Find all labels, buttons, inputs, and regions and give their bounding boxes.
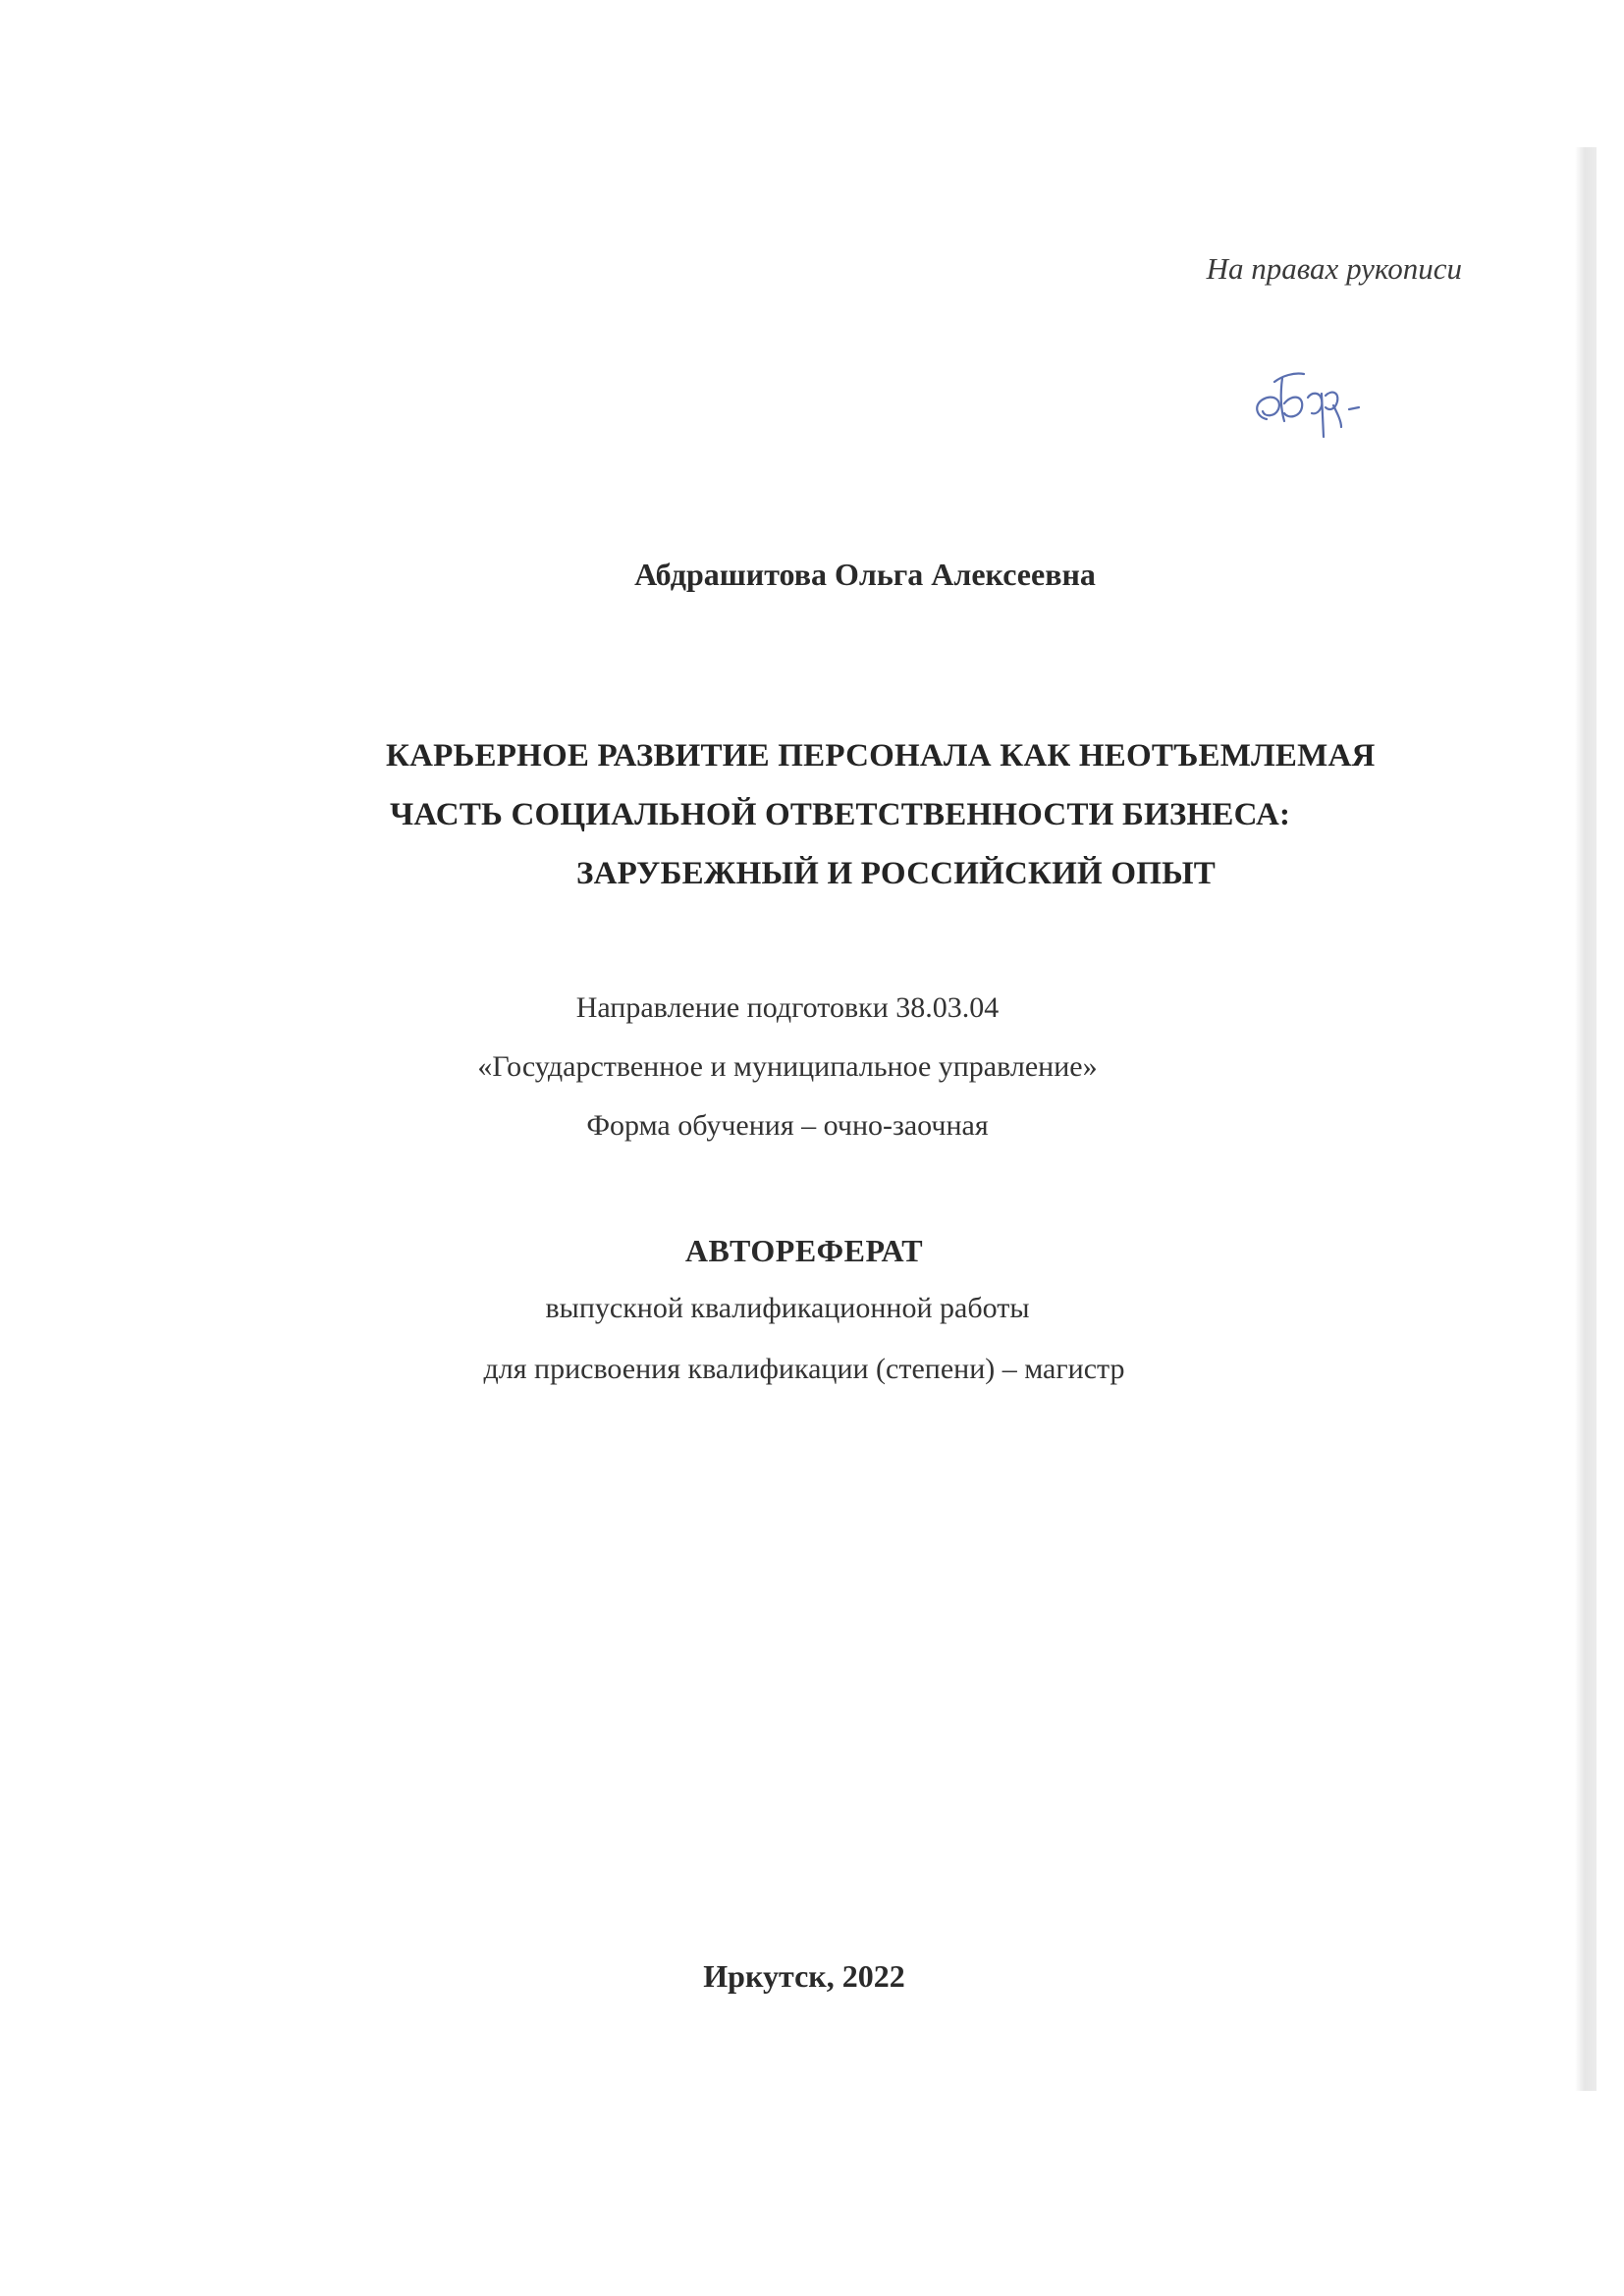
author-name: Абдрашитова Ольга Алексеевна	[634, 557, 1096, 592]
document-type: АВТОРЕФЕРАТ	[684, 1233, 924, 1268]
study-form: Форма обучения – очно-заочная	[586, 1109, 989, 1142]
manuscript-note: На правах рукописи	[1206, 251, 1462, 286]
document-subtitle-2: для присвоения квалификации (степени) – магистр	[483, 1353, 1125, 1385]
title-line-2: ЧАСТЬ СОЦИАЛЬНОЙ ОТВЕТСТВЕННОСТИ БИЗНЕСА:	[390, 797, 1291, 832]
program-name: «Государственное и муниципальное управление»	[477, 1050, 1098, 1083]
title-line-1: КАРЬЕРНОЕ РАЗВИТИЕ ПЕРСОНАЛА КАК НЕОТЪЕМЛЕМАЯ	[386, 738, 1376, 774]
program-direction: Направление подготовки 38.03.04	[575, 991, 1000, 1024]
city-year: Иркутск, 2022	[703, 1958, 905, 1994]
signature-icon	[1239, 348, 1396, 447]
document-subtitle-1: выпускной квалификационной работы	[545, 1292, 1030, 1324]
title-line-3: ЗАРУБЕЖНЫЙ И РОССИЙСКИЙ ОПЫТ	[576, 856, 1216, 891]
